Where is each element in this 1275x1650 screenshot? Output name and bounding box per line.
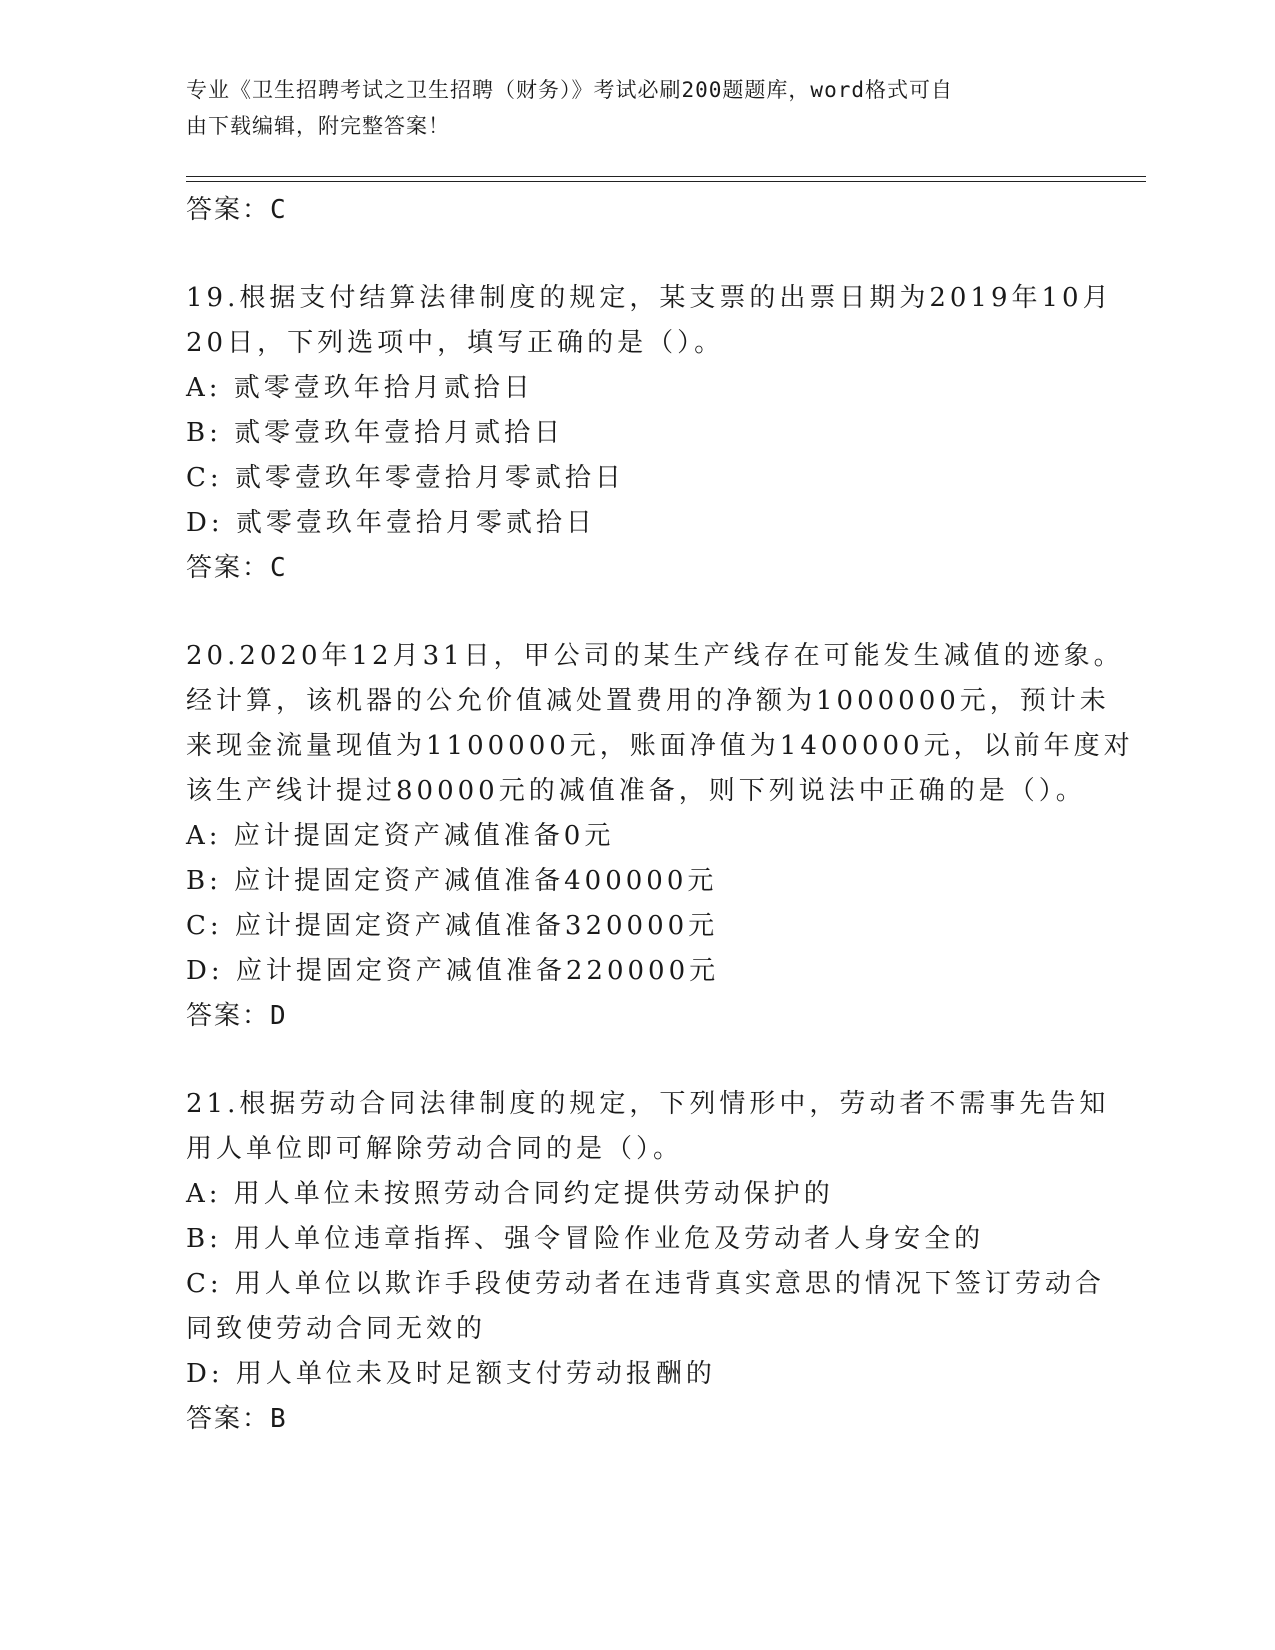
- question-stem-line: 该生产线计提过80000元的减值准备，则下列说法中正确的是（）。: [186, 776, 1086, 806]
- header-divider-top: [186, 176, 1146, 177]
- answer-option: 同致使劳动合同无效的: [186, 1314, 487, 1344]
- question-content: [186, 188, 1134, 1442]
- answer-option: C: 应计提固定资产减值准备320000元: [186, 911, 719, 941]
- answer-key: 答案：D: [186, 1001, 288, 1031]
- answer-option: A: 贰零壹玖年拾月贰拾日: [186, 373, 534, 403]
- question-block: [186, 276, 1113, 591]
- answer-option: B: 贰零壹玖年壹拾月贰拾日: [186, 418, 565, 448]
- answer-option: A: 用人单位未按照劳动合同约定提供劳动保护的: [186, 1179, 834, 1209]
- document-header: [186, 72, 1066, 144]
- header-divider-bottom: [186, 181, 1146, 182]
- question-stem-line: 来现金流量现值为1100000元，账面净值为1400000元，以前年度对: [186, 731, 1134, 761]
- answer-option: B: 应计提固定资产减值准备400000元: [186, 866, 718, 896]
- question-block: [186, 1082, 1110, 1442]
- question-stem-line: 21.根据劳动合同法律制度的规定，下列情形中，劳动者不需事先告知: [186, 1089, 1110, 1119]
- answer-key: 答案：B: [186, 1404, 288, 1434]
- answer-option: B: 用人单位违章指挥、强令冒险作业危及劳动者人身安全的: [186, 1224, 985, 1254]
- answer-key: 答案：C: [186, 553, 288, 583]
- question-stem-line: 20日，下列选项中，填写正确的是（）。: [186, 328, 725, 358]
- answer-option: D: 贰零壹玖年壹拾月零贰拾日: [186, 508, 596, 538]
- question-stem-line: 经计算，该机器的公允价值减处置费用的净额为1000000元，预计未: [186, 686, 1110, 716]
- question-spacer: [186, 591, 1086, 634]
- question-block: [186, 634, 1134, 1039]
- question-stem-line: 19.根据支付结算法律制度的规定，某支票的出票日期为2019年10月: [186, 283, 1113, 313]
- question-spacer: [186, 233, 1086, 276]
- answer-option: D: 用人单位未及时足额支付劳动报酬的: [186, 1359, 716, 1389]
- question-stem-line: 用人单位即可解除劳动合同的是（）。: [186, 1134, 684, 1164]
- answer-option: C: 贰零壹玖年零壹拾月零贰拾日: [186, 463, 625, 493]
- answer-option: A: 应计提固定资产减值准备0元: [186, 821, 615, 851]
- answer-option: D: 应计提固定资产减值准备220000元: [186, 956, 720, 986]
- answer-option: C: 用人单位以欺诈手段使劳动者在违背真实意思的情况下签订劳动合: [186, 1269, 1105, 1299]
- question-stem-line: 20.2020年12月31日，甲公司的某生产线存在可能发生减值的迹象。: [186, 641, 1124, 671]
- previous-answer: 答案：C: [186, 195, 288, 225]
- question-spacer: [186, 1039, 1086, 1082]
- header-line-2: 由下载编辑，附完整答案！: [186, 114, 450, 138]
- header-line-1: 专业《卫生招聘考试之卫生招聘（财务）》考试必刷200题题库，word格式可自: [186, 78, 953, 102]
